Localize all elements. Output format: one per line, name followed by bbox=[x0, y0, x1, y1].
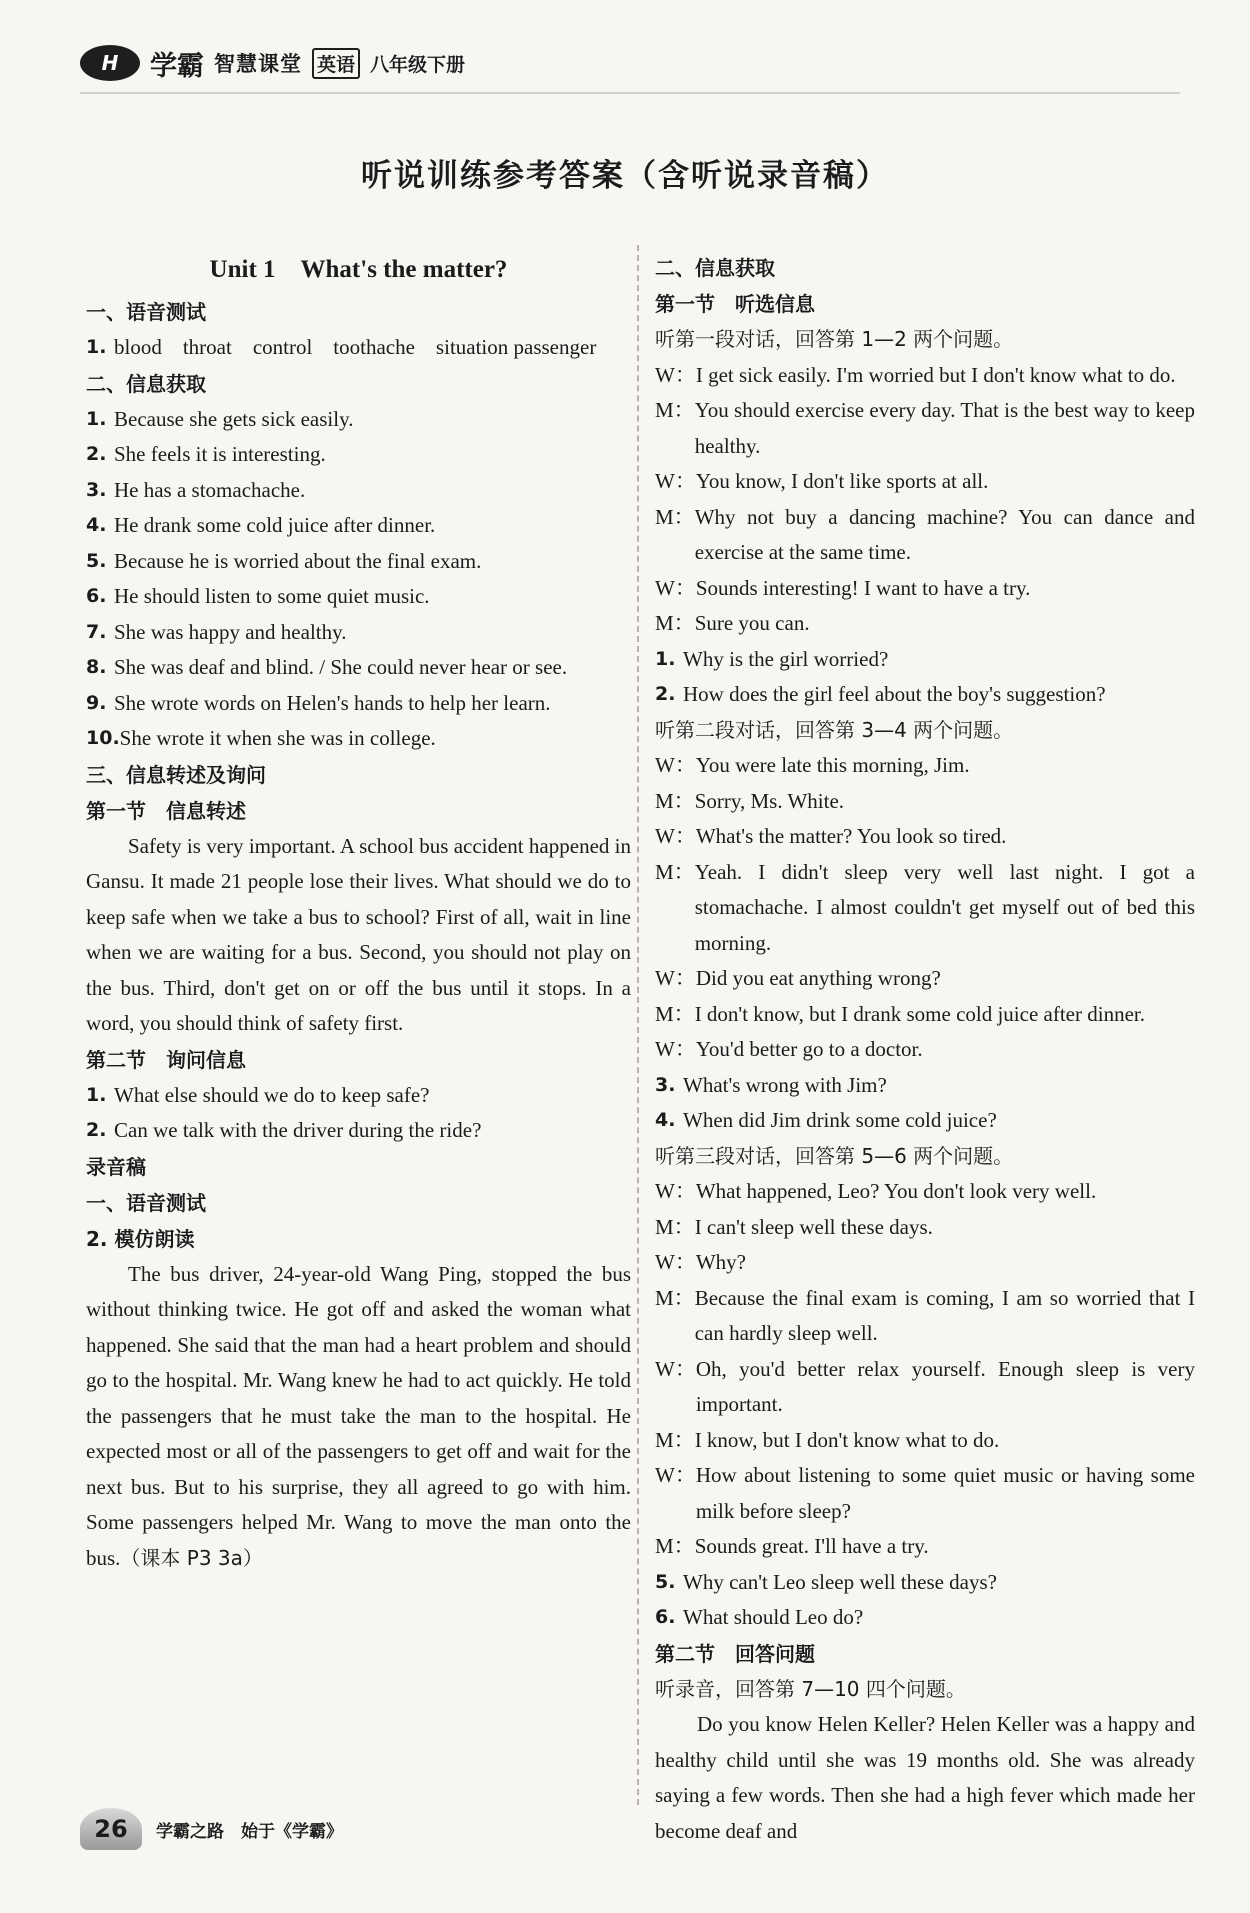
item-number: 7. bbox=[86, 620, 107, 643]
list-item bbox=[655, 1103, 1195, 1139]
item-text: Can we talk with the driver during the ride? bbox=[114, 1118, 482, 1142]
dialog-line bbox=[655, 961, 1195, 997]
dialog-line bbox=[655, 358, 1195, 394]
dialog-line bbox=[655, 1529, 1195, 1565]
subsection-heading: 第一节 信息转述 bbox=[86, 798, 246, 823]
question-list bbox=[655, 642, 1195, 713]
item-number: 1. bbox=[86, 407, 107, 430]
footer bbox=[80, 1808, 343, 1850]
dialog-line bbox=[655, 1210, 1195, 1246]
right-column bbox=[655, 250, 1195, 1849]
dialog-line bbox=[655, 784, 1195, 820]
dialog-text: Sounds great. I'll have a try. bbox=[694, 1534, 929, 1558]
speaker-label: M： bbox=[655, 1214, 695, 1239]
item-number: 5. bbox=[86, 549, 107, 572]
dialog-line bbox=[655, 571, 1195, 607]
dialog-text: What's the matter? You look so tired. bbox=[695, 824, 1007, 848]
subsection-heading: 第二节 回答问题 bbox=[655, 1641, 815, 1666]
dialog-text: I don't know, but I drank some cold juice after dinner. bbox=[694, 1001, 1145, 1026]
left-column bbox=[86, 250, 631, 1576]
item-text: Because he is worried about the final exam. bbox=[114, 548, 482, 573]
speaker-label: M： bbox=[655, 859, 695, 884]
dialog-line bbox=[655, 500, 1195, 571]
question-list bbox=[655, 1068, 1195, 1139]
dialog-text: I know, but I don't know what to do. bbox=[694, 1427, 1000, 1452]
speaker-label: W： bbox=[655, 1037, 696, 1061]
speaker-label: W： bbox=[655, 753, 696, 777]
item-text: What else should we do to keep safe? bbox=[114, 1082, 430, 1107]
item-number: 6. bbox=[86, 585, 107, 607]
dialog-text: Sorry, Ms. White. bbox=[694, 788, 845, 813]
section-heading: 二、信息获取 bbox=[655, 256, 775, 280]
list-item bbox=[655, 1565, 1195, 1601]
section-heading: 一、语音测试 bbox=[86, 300, 206, 324]
speaker-label: W： bbox=[655, 1463, 696, 1487]
page-number: 26 bbox=[80, 1808, 142, 1850]
header bbox=[80, 38, 465, 88]
list-item bbox=[86, 1113, 631, 1149]
brand-name: 学霸 bbox=[150, 50, 204, 82]
item-number: 3. bbox=[655, 1073, 676, 1096]
paragraph: Do you know Helen Keller? Helen Keller was a happy and healthy child until she was 19 months old. She was already saying a few words. Then she had a high fever which made her become deaf and bbox=[655, 1712, 1195, 1843]
dialog-line bbox=[655, 1032, 1195, 1068]
item-text: How does the girl feel about the boy's suggestion? bbox=[683, 682, 1106, 706]
list-item bbox=[86, 437, 631, 473]
list-item bbox=[655, 1600, 1195, 1636]
column-divider bbox=[637, 245, 639, 1805]
item-number: 4. bbox=[86, 514, 107, 536]
instruction: 听第二段对话，回答第 3—4 两个问题。 bbox=[655, 717, 1014, 742]
speaker-label: M： bbox=[655, 1285, 695, 1310]
speaker-label: M： bbox=[655, 1534, 695, 1558]
dialog-line bbox=[655, 464, 1195, 500]
list-item bbox=[86, 1078, 631, 1114]
item-text: She was deaf and blind. / She could never hear or see. bbox=[114, 655, 568, 679]
item-number: 8. bbox=[86, 656, 107, 678]
speaker-label: W： bbox=[655, 1356, 696, 1381]
list-item bbox=[86, 721, 631, 757]
speaker-label: M： bbox=[655, 1001, 695, 1026]
list-item bbox=[86, 686, 631, 722]
dialog-line bbox=[655, 819, 1195, 855]
speaker-label: M： bbox=[655, 398, 695, 422]
answer-list bbox=[86, 330, 631, 366]
brand-subtitle: 智慧课堂 bbox=[214, 52, 302, 76]
item-number: 4. bbox=[655, 1109, 676, 1131]
item-number: 1. bbox=[655, 647, 676, 670]
speaker-label: W： bbox=[655, 824, 696, 848]
speaker-label: W： bbox=[655, 1250, 696, 1274]
speaker-label: M： bbox=[655, 504, 695, 529]
dialog-text: Because the final exam is coming, I am so worried that I can hardly sleep well. bbox=[694, 1285, 1195, 1345]
speaker-label: W： bbox=[655, 966, 696, 990]
dialog-text: Why not buy a dancing machine? You can dance and exercise at the same time. bbox=[694, 504, 1195, 564]
dialog-text: I can't sleep well these days. bbox=[694, 1214, 933, 1239]
dialog-line bbox=[655, 1423, 1195, 1459]
dialog-line bbox=[655, 606, 1195, 642]
item-number: 2. bbox=[655, 683, 676, 705]
item-text: Why can't Leo sleep well these days? bbox=[683, 1569, 997, 1594]
dialog-text: Yeah. I didn't sleep very well last night. I got a stomachache. I almost couldn't get myself out of bed this morning. bbox=[694, 859, 1195, 955]
dialog-line bbox=[655, 1458, 1195, 1529]
item-number: 3. bbox=[86, 478, 107, 501]
item-text: When did Jim drink some cold juice? bbox=[683, 1108, 997, 1132]
dialog-line bbox=[655, 855, 1195, 962]
item-number: 2. bbox=[86, 443, 107, 465]
item-number: 1. bbox=[86, 336, 107, 358]
speaker-label: W： bbox=[655, 469, 696, 493]
question-list bbox=[655, 1565, 1195, 1636]
textbook-reference: （课本 P3 3a） bbox=[120, 1545, 263, 1570]
subsection-heading: 2. 模仿朗读 bbox=[86, 1226, 195, 1251]
page-title: 听说训练参考答案（含听说录音稿） bbox=[361, 158, 889, 194]
item-number: 10. bbox=[86, 727, 120, 749]
item-number: 9. bbox=[86, 691, 107, 714]
dialog-text: You were late this morning, Jim. bbox=[695, 753, 970, 777]
subsection-heading: 第二节 询问信息 bbox=[86, 1047, 246, 1072]
instruction: 听录音，回答第 7—10 四个问题。 bbox=[655, 1676, 966, 1701]
section-heading: 三、信息转述及询问 bbox=[86, 762, 266, 787]
speaker-label: W： bbox=[655, 362, 696, 387]
logo-icon: H bbox=[80, 45, 140, 81]
dialog-text: What happened, Leo? You don't look very well. bbox=[695, 1179, 1097, 1203]
item-number: 2. bbox=[86, 1119, 107, 1141]
speaker-label: M： bbox=[655, 1427, 695, 1452]
footer-slogan: 学霸之路 始于《学霸》 bbox=[156, 1821, 343, 1842]
dialog-text: You know, I don't like sports at all. bbox=[695, 469, 989, 493]
unit-title: Unit 1 What's the matter? bbox=[209, 256, 508, 283]
dialog-text: I get sick easily. I'm worried but I don't know what to do. bbox=[695, 362, 1176, 387]
item-text: She wrote it when she was in college. bbox=[119, 726, 436, 750]
speaker-label: M： bbox=[655, 611, 695, 635]
item-number: 6. bbox=[655, 1606, 676, 1628]
dialog-text: Why? bbox=[695, 1250, 746, 1274]
list-item bbox=[86, 473, 631, 509]
instruction: 听第一段对话，回答第 1—2 两个问题。 bbox=[655, 327, 1014, 351]
speaker-label: W： bbox=[655, 575, 696, 600]
dialog-line bbox=[655, 1174, 1195, 1210]
list-item bbox=[86, 615, 631, 651]
dialog-text: You'd better go to a doctor. bbox=[695, 1037, 923, 1061]
answer-list bbox=[86, 1078, 631, 1149]
dialog-line bbox=[655, 1281, 1195, 1352]
list-item bbox=[86, 579, 631, 615]
header-divider bbox=[80, 92, 1180, 94]
dialog bbox=[655, 1174, 1195, 1565]
dialog-line bbox=[655, 1245, 1195, 1281]
list-item bbox=[86, 650, 631, 686]
section-heading: 二、信息获取 bbox=[86, 371, 206, 396]
item-text: Because she gets sick easily. bbox=[114, 406, 354, 431]
paragraph: Safety is very important. A school bus accident happened in Gansu. It made 21 people lose their lives. What should we do to keep safe when we take a bus to school? First of all, wait in line when we are waiting for a bus. Second, you should not play on the bus. Third, don't get on or off the bus until it stops. In a word, you should think of safety first. bbox=[86, 833, 631, 1035]
dialog-text: Sure you can. bbox=[694, 611, 810, 635]
item-text: He should listen to some quiet music. bbox=[114, 584, 430, 608]
list-item bbox=[655, 1068, 1195, 1104]
item-text: He has a stomachache. bbox=[114, 477, 306, 502]
item-text: She feels it is interesting. bbox=[114, 442, 326, 466]
item-text: What's wrong with Jim? bbox=[683, 1072, 887, 1097]
list-item bbox=[86, 508, 631, 544]
dialog-line bbox=[655, 393, 1195, 464]
subject-badge: 英语 bbox=[312, 48, 360, 79]
item-number: 1. bbox=[86, 1083, 107, 1106]
list-item bbox=[655, 642, 1195, 678]
dialog-text: Oh, you'd better relax yourself. Enough sleep is very important. bbox=[695, 1356, 1195, 1416]
dialog-text: Did you eat anything wrong? bbox=[695, 966, 941, 990]
dialog-line bbox=[655, 748, 1195, 784]
dialog-text: How about listening to some quiet music or having some milk before sleep? bbox=[695, 1463, 1195, 1523]
dialog-line bbox=[655, 997, 1195, 1033]
item-text: She wrote words on Helen's hands to help her learn. bbox=[114, 690, 551, 715]
item-text: She was happy and healthy. bbox=[114, 619, 347, 644]
list-item bbox=[86, 544, 631, 580]
dialog bbox=[655, 748, 1195, 1068]
speaker-label: W： bbox=[655, 1179, 696, 1203]
section-heading: 一、语音测试 bbox=[86, 1190, 206, 1215]
paragraph-text: The bus driver, 24-year-old Wang Ping, stopped the bus without thinking twice. He got off and asked the woman what happened. She said that the man had a heart problem and should go to the hospital. Mr. Wang knew he had to act quickly. He told the passengers that he must take the man to the hospital. He expected most or all of the passengers to get off and wait for the next bus. But to his surprise, they all agreed to go with him. Some passengers helped Mr. Wang to move the man onto the bus. bbox=[86, 1261, 631, 1570]
grade-label: 八年级下册 bbox=[370, 53, 466, 76]
item-number: 5. bbox=[655, 1570, 676, 1593]
instruction: 听第三段对话，回答第 5—6 两个问题。 bbox=[655, 1143, 1014, 1168]
subsection-heading: 第一节 听选信息 bbox=[655, 292, 815, 316]
list-item bbox=[655, 677, 1195, 713]
dialog-text: Sounds interesting! I want to have a try. bbox=[695, 575, 1031, 600]
dialog-text: You should exercise every day. That is the best way to keep healthy. bbox=[694, 398, 1195, 458]
list-item bbox=[86, 330, 631, 366]
dialog-line bbox=[655, 1352, 1195, 1423]
item-text: blood throat control toothache situation passenger bbox=[114, 335, 597, 359]
speaker-label: M： bbox=[655, 788, 695, 813]
list-item bbox=[86, 402, 631, 438]
answer-list bbox=[86, 402, 631, 757]
item-text: He drank some cold juice after dinner. bbox=[114, 513, 436, 537]
item-text: What should Leo do? bbox=[683, 1605, 864, 1629]
paragraph bbox=[86, 1257, 631, 1577]
item-text: Why is the girl worried? bbox=[683, 646, 889, 671]
section-heading: 录音稿 bbox=[86, 1154, 146, 1179]
dialog bbox=[655, 358, 1195, 642]
